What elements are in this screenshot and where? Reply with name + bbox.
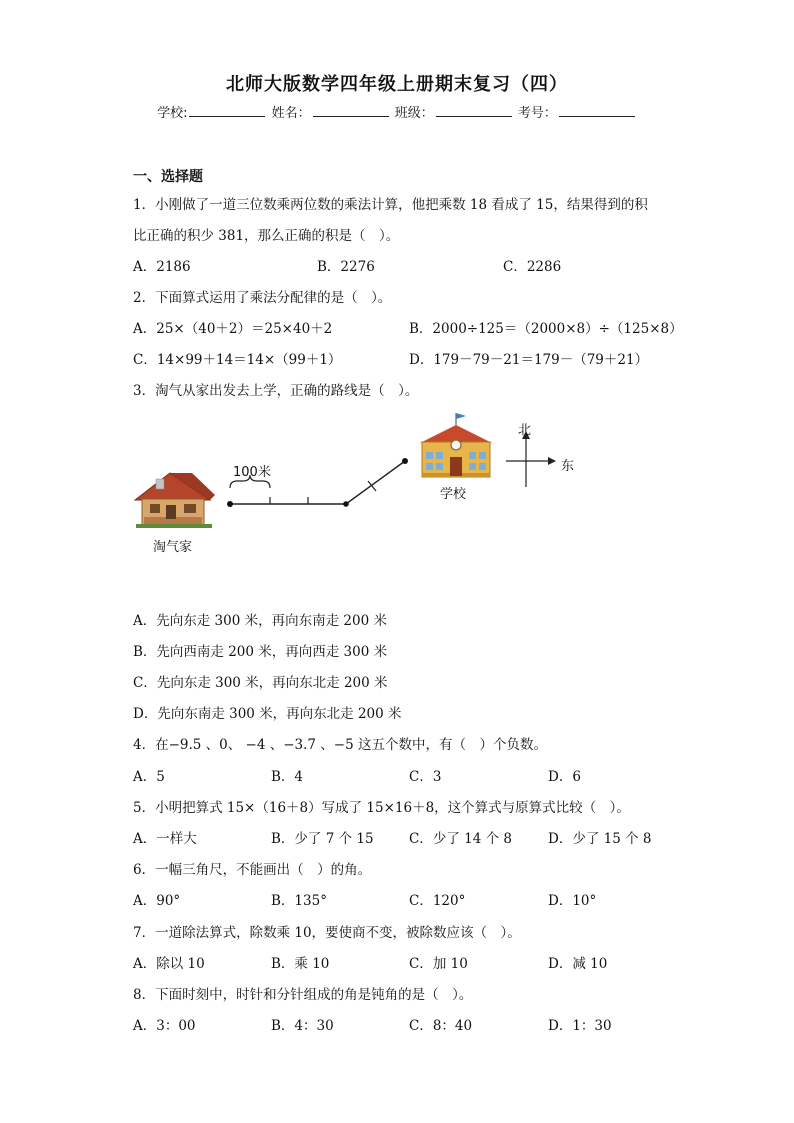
q4-option-d[interactable]: D．6 <box>548 769 581 785</box>
student-info-row <box>0 102 794 121</box>
q7-text: 7．一道除法算式，除数乘 10，要使商不变，被除数应该（ ）。 <box>133 925 521 941</box>
q6-text: 6．一幅三角尺，不能画出（ ）的角。 <box>133 862 372 878</box>
q3-text: 3．淘气从家出发去上学，正确的路线是（ ）。 <box>133 383 419 399</box>
q7-option-b[interactable]: B．乘 10 <box>271 956 330 972</box>
q8-option-c[interactable]: C．8：40 <box>409 1018 473 1034</box>
q1-option-a[interactable]: A．2186 <box>133 259 191 275</box>
end-point <box>402 458 408 464</box>
number-label: 考号： <box>517 106 557 121</box>
q3-option-c[interactable]: C．先向东走 300 米，再向东北走 200 米 <box>133 675 388 691</box>
turn-point <box>343 501 349 507</box>
q8-option-d[interactable]: D．1：30 <box>548 1018 612 1034</box>
route-segment-northeast <box>346 461 405 504</box>
q1-option-c[interactable]: C．2286 <box>503 259 562 275</box>
q1-option-b[interactable]: B．2276 <box>317 259 375 275</box>
page-title: 北师大版数学四年级上册期末复习（四） <box>226 74 568 95</box>
class-blank[interactable] <box>436 104 512 117</box>
q5-option-a[interactable]: A．一样大 <box>133 831 197 847</box>
q2-option-c[interactable]: C．14×99＋14＝14×（99＋1） <box>133 352 342 368</box>
q2-option-d[interactable]: D．179－79－21＝179－（79＋21） <box>409 352 649 368</box>
q3-option-d[interactable]: D．先向东南走 300 米，再向东北走 200 米 <box>133 706 402 722</box>
q7-option-c[interactable]: C．加 10 <box>409 956 468 972</box>
section-heading: 一、选择题 <box>133 169 203 185</box>
school-label: 学校 <box>440 487 467 502</box>
q2-option-a[interactable]: A．25×（40＋2）＝25×40＋2 <box>133 321 333 337</box>
start-point <box>227 501 233 507</box>
q6-option-b[interactable]: B．135° <box>271 893 327 909</box>
class-label: 班级： <box>394 106 434 121</box>
q6-option-a[interactable]: A．90° <box>133 893 181 909</box>
q8-option-a[interactable]: A．3：00 <box>133 1018 196 1034</box>
q6-option-c[interactable]: C．120° <box>409 893 466 909</box>
school-blank[interactable] <box>189 104 265 117</box>
distance-label: 100米 <box>233 465 271 480</box>
east-arrow-icon <box>548 457 556 465</box>
q7-option-a[interactable]: A．除以 10 <box>133 956 205 972</box>
route-figure <box>120 405 600 565</box>
q3-option-b[interactable]: B．先向西南走 200 米，再向西走 300 米 <box>133 644 388 660</box>
q2-text: 2．下面算式运用了乘法分配律的是（ ）。 <box>133 290 392 306</box>
name-blank[interactable] <box>313 104 389 117</box>
north-label: 北 <box>518 423 532 438</box>
q1-text-line1: 1．小刚做了一道三位数乘两位数的乘法计算，他把乘数 18 看成了 15，结果得到的积 <box>133 197 648 213</box>
q1-text-line2: 比正确的积少 381，那么正确的积是（ ）。 <box>133 228 400 244</box>
q2-option-b[interactable]: B．2000÷125＝（2000×8）÷（125×8） <box>409 321 683 337</box>
number-blank[interactable] <box>559 104 635 117</box>
house-icon <box>135 473 215 528</box>
name-label: 姓名： <box>271 106 311 121</box>
q4-option-b[interactable]: B．4 <box>271 769 304 785</box>
school-icon <box>420 413 492 477</box>
q4-text: 4．在−9.5 、0、 −4 、−3.7 、−5 这五个数中，有（ ）个负数。 <box>133 737 547 753</box>
q3-option-a[interactable]: A．先向东走 300 米，再向东南走 200 米 <box>133 613 387 629</box>
q6-option-d[interactable]: D．10° <box>548 893 597 909</box>
q5-text: 5．小明把算式 15×（16＋8）写成了 15×16＋8，这个算式与原算式比较（ ）。 <box>133 800 630 816</box>
q5-option-d[interactable]: D．少了 15 个 8 <box>548 831 652 847</box>
q8-option-b[interactable]: B．4：30 <box>271 1018 334 1034</box>
q4-option-a[interactable]: A．5 <box>133 769 165 785</box>
q4-option-c[interactable]: C．3 <box>409 769 442 785</box>
q7-option-d[interactable]: D．减 10 <box>548 956 608 972</box>
east-label: 东 <box>561 459 575 474</box>
q5-option-c[interactable]: C．少了 14 个 8 <box>409 831 512 847</box>
q5-option-b[interactable]: B．少了 7 个 15 <box>271 831 374 847</box>
home-label: 淘气家 <box>153 540 193 555</box>
q8-text: 8．下面时刻中，时针和分针组成的角是钝角的是（ ）。 <box>133 987 473 1003</box>
school-label: 学校: <box>157 106 188 121</box>
